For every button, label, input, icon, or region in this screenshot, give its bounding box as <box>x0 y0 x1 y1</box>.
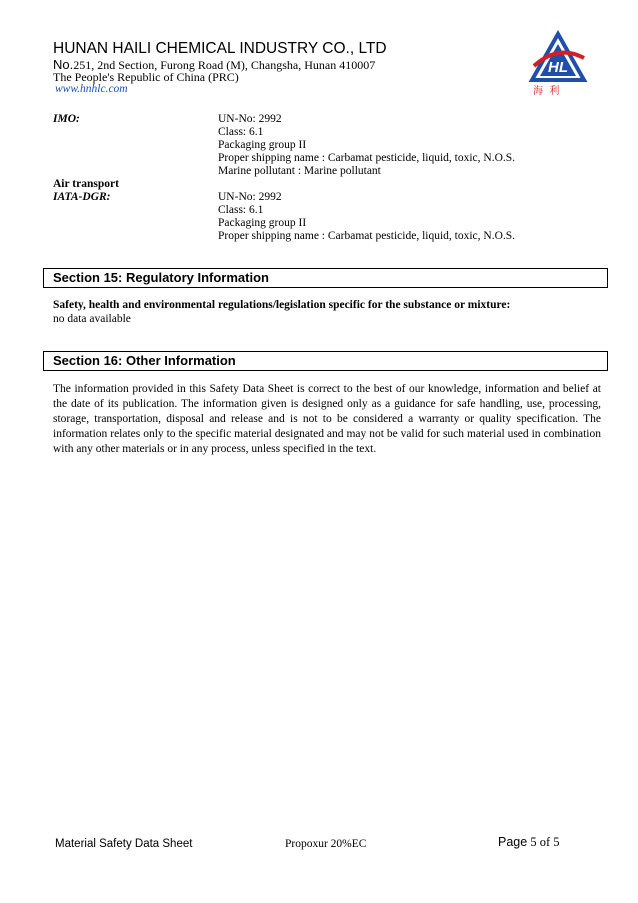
section-16-title: Section 16: Other Information <box>53 353 236 368</box>
company-name: HUNAN HAILI CHEMICAL INDUSTRY CO., LTD <box>53 40 387 57</box>
company-country: The People's Republic of China (PRC) <box>53 70 239 84</box>
iata-label: IATA-DGR: <box>53 191 111 203</box>
section-16-header <box>43 351 608 371</box>
footer-page-count: 5 of 5 <box>527 835 560 849</box>
section-15-subheading: Safety, health and environmental regulations/legislation specific for the substance or mixture: <box>53 299 511 311</box>
section-15-header <box>43 268 608 288</box>
svg-text:HL: HL <box>548 59 568 76</box>
air-transport-heading: Air transport <box>53 178 119 190</box>
footer-document-type: Material Safety Data Sheet <box>55 838 193 850</box>
imo-line: Class: 6.1 <box>218 126 264 138</box>
imo-line: UN-No: 2992 <box>218 113 282 125</box>
address-no: No. <box>53 57 74 72</box>
iata-line: Class: 6.1 <box>218 204 264 216</box>
imo-label: IMO: <box>53 113 80 125</box>
footer-product-name: Propoxur 20%EC <box>285 838 367 850</box>
iata-line: Packaging group II <box>218 217 307 229</box>
iata-line: UN-No: 2992 <box>218 191 282 203</box>
company-website-link[interactable]: www.hnhlc.com <box>55 83 128 95</box>
logo-chinese-text: 海 利 <box>533 86 560 97</box>
footer-page-word: Page <box>498 835 528 849</box>
imo-line: Proper shipping name : Carbamat pesticide, liquid, toxic, N.O.S. <box>218 152 516 164</box>
imo-line: Packaging group II <box>218 139 307 151</box>
section-15-title: Section 15: Regulatory Information <box>53 270 269 285</box>
section-15-text: no data available <box>53 313 131 325</box>
iata-line: Proper shipping name : Carbamat pesticide, liquid, toxic, N.O.S. <box>218 230 516 242</box>
company-logo <box>528 30 588 100</box>
imo-line: Marine pollutant : Marine pollutant <box>218 165 381 177</box>
section-16-paragraph: The information provided in this Safety Data Sheet is correct to the best of our knowledge, information and belief at the date of its publication. The information given is designed only as a guidance for safe handling, use, processing, storage, transportation, disposal and release and is not to be considered a warranty or quality specification. The information relates only to the specific material designated and may not be valid for such material used in combination with any other materials or in any process, unless specified in the text. <box>53 383 601 455</box>
address-rest: 251, 2nd Section, Furong Road (M), Changsha, Hunan 410007 <box>73 58 376 72</box>
footer-page-number <box>498 835 560 850</box>
